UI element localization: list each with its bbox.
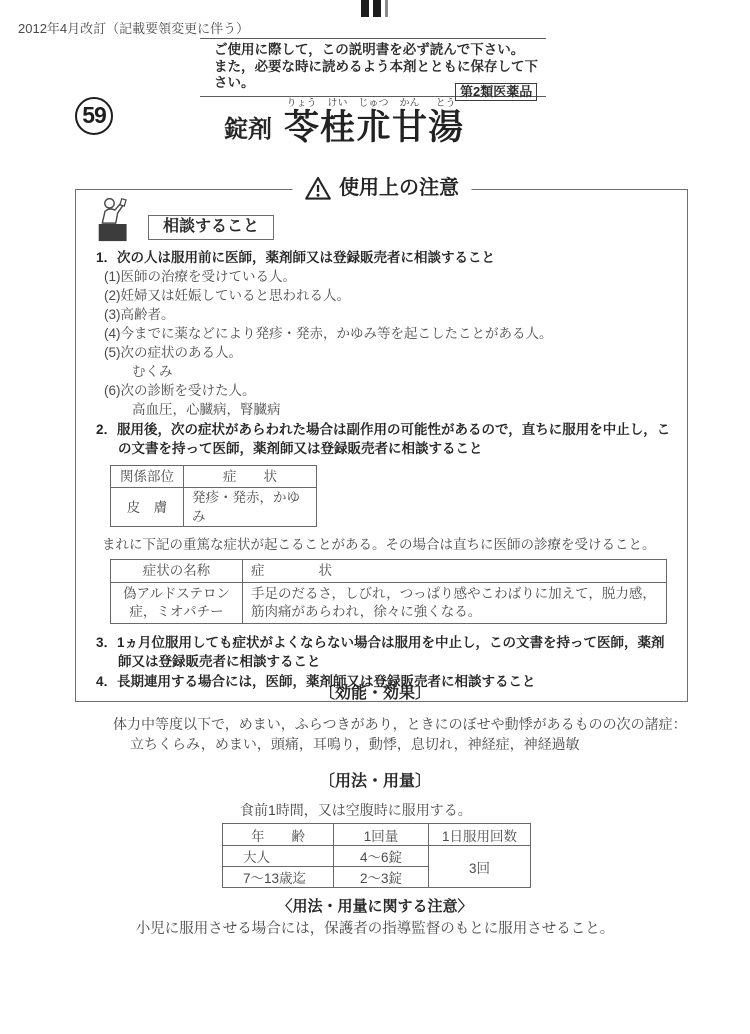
table-row xyxy=(111,583,667,624)
consult-heading: 相談すること xyxy=(148,215,274,240)
consult-subitem: (6)次の診断を受けた人。 xyxy=(104,383,256,398)
registration-bar-icon xyxy=(373,0,381,17)
precautions-title: 使用上の注意 xyxy=(339,177,459,199)
serious-symptom-table xyxy=(110,559,667,624)
serious-symptom-note: まれに下記の重篤な症状が起こることがある。その場合は直ちに医師の診療を受けること。 xyxy=(102,537,656,552)
revision-note: 2012年4月改訂（記載要領変更に伴う） xyxy=(18,21,250,36)
product-name xyxy=(284,98,464,147)
pharmacist-counter-icon xyxy=(96,196,132,243)
product-name-char xyxy=(356,98,391,147)
cell-amount: 2～3錠 xyxy=(334,867,429,888)
kanji: 桂 xyxy=(320,108,356,147)
registration-bar-icon xyxy=(385,0,388,17)
product-name-char xyxy=(428,98,463,147)
table-header-row xyxy=(111,560,667,583)
furigana: じゅつ xyxy=(358,98,389,109)
furigana: とう xyxy=(435,98,456,109)
furigana: りょう xyxy=(286,98,317,109)
registration-bar-icon xyxy=(361,0,369,17)
cell-symptom: 発疹・発赤，かゆみ xyxy=(184,488,317,527)
header-cell: 関係部位 xyxy=(111,466,184,488)
cell-region: 皮 膚 xyxy=(111,488,184,527)
kanji: 朮 xyxy=(356,108,392,147)
product-title xyxy=(224,98,464,147)
furigana: かん xyxy=(399,98,420,109)
header-cell: 1日服用回数 xyxy=(429,824,531,846)
consult-subitem: (4)今までに薬などにより発疹・発赤，かゆみ等を起こしたことがある人。 xyxy=(104,326,553,341)
product-number-circle: 59 xyxy=(75,97,113,135)
consult-subitem-detail: むくみ xyxy=(132,364,173,379)
kanji: 苓 xyxy=(284,108,320,147)
dosage-form-label: 錠剤 xyxy=(224,116,272,143)
consult-subitem: (1)医師の治療を受けている人。 xyxy=(104,269,296,284)
cell-symptom-name: 偽アルドステロン症，ミオパチー xyxy=(111,583,243,624)
consult-item-1: 1．次の人は服用前に医師，薬剤師又は登録販売者に相談すること xyxy=(96,250,496,265)
precautions-heading xyxy=(292,176,471,201)
dosage-section xyxy=(0,772,750,939)
cell-daily-count: 3回 xyxy=(429,846,531,888)
header-cell: 症 状 xyxy=(184,466,317,488)
header-cell: 症状の名称 xyxy=(111,560,243,583)
table-header-row xyxy=(223,824,531,846)
efficacy-text: 体力中等度以下で，めまい，ふらつきがあり，ときにのぼせや動悸があるものの次の諸症： xyxy=(113,716,687,732)
related-region-table xyxy=(110,465,317,527)
cell-symptom-desc: 手足のだるさ，しびれ，つっぱり感やこわばりに加えて，脱力感，筋肉痛があらわれ，徐々に強くなる。 xyxy=(243,583,667,624)
dosage-table xyxy=(222,823,531,888)
cell-age: 大人 xyxy=(223,846,334,867)
drug-class-badge: 第2類医薬品 xyxy=(455,83,537,101)
header-cell: 1回量 xyxy=(334,824,429,846)
furigana: けい xyxy=(327,98,348,109)
consult-subitem: (3)高齢者。 xyxy=(104,307,175,322)
usage-notice-line: また，必要な時に読めるよう本剤とともに保存して下さい。 xyxy=(214,58,538,90)
registration-marks-icon xyxy=(361,0,388,17)
dosage-note: 小児に服用させる場合には，保護者の指導監督のもとに服用させること。 xyxy=(135,921,615,937)
kanji: 甘 xyxy=(392,108,428,147)
consult-item-2: 2．服用後，次の症状があらわれた場合は副作用の可能性があるので，直ちに服用を中止し，この文書を持って医師，薬剤師又は登録販売者に相談すること xyxy=(96,422,671,456)
efficacy-heading: 〔効能・効果〕 xyxy=(318,685,431,702)
kanji: 湯 xyxy=(428,108,464,147)
consult-item-3: 3．1ヵ月位服用しても症状がよくならない場合は服用を中止し，この文書を持って医師，薬剤師又は登録販売者に相談すること xyxy=(96,635,665,669)
consult-subitem: (5)次の症状のある人。 xyxy=(104,345,242,360)
dosage-heading: 〔用法・用量〕 xyxy=(318,773,431,790)
table-header-row xyxy=(111,466,317,488)
cell-age: 7～13歳迄 xyxy=(223,867,334,888)
efficacy-symptom-list: 立ちくらみ，めまい，頭痛，耳鳴り，動悸，息切れ，神経症，神経過敏 xyxy=(130,736,580,752)
dosage-instruction: 食前1時間，又は空腹時に服用する。 xyxy=(240,802,472,818)
consult-subitem: (2)妊婦又は妊娠していると思われる人。 xyxy=(104,288,350,303)
warning-triangle-icon xyxy=(304,176,331,201)
header-cell: 症 状 xyxy=(243,560,667,583)
usage-notice-line: ご使用に際して，この説明書を必ず読んで下さい。 xyxy=(214,42,525,57)
consult-item-4: 4．長期連用する場合には，医師，薬剤師又は登録販売者に相談すること xyxy=(96,674,536,689)
precautions-box xyxy=(75,177,688,702)
consult-subitem-detail: 高血圧，心臓病，腎臓病 xyxy=(132,402,281,417)
efficacy-section xyxy=(0,684,750,754)
consult-header-row xyxy=(96,194,673,243)
table-row xyxy=(223,846,531,867)
header-cell: 年 齢 xyxy=(223,824,334,846)
dosage-note-heading: 〈用法・用量に関する注意〉 xyxy=(277,898,473,915)
product-name-char xyxy=(284,98,319,147)
product-name-char xyxy=(320,98,355,147)
table-row xyxy=(111,488,317,527)
cell-amount: 4～6錠 xyxy=(334,846,429,867)
product-name-char xyxy=(392,98,427,147)
